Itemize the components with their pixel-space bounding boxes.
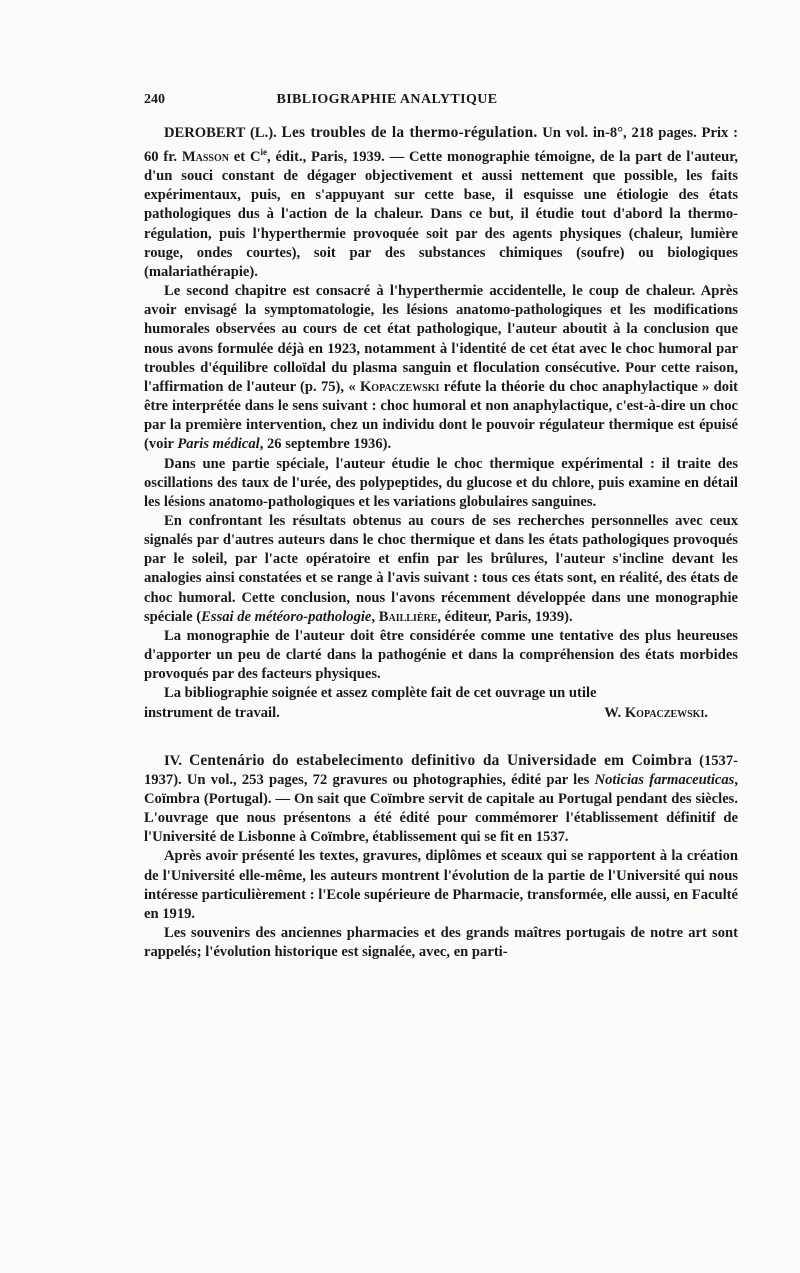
review-1-closing: instrument de travail. xyxy=(144,704,280,721)
review-1-paragraph-3: Dans une partie spéciale, l'auteur étudie le choc thermique expérimental : il traite des oscillations des taux de l'urée, des polypeptides, du glucose et du chlore, puis examine en détail les lésions anatomo-pathologiques et les variations globulaires sanguines. xyxy=(144,455,738,510)
review-1-biblio-sup: ie xyxy=(260,147,267,158)
review-1-publisher: Masson xyxy=(181,149,229,166)
review-2-paragraph-1 xyxy=(144,751,738,848)
review-1-book-title: Essai de météoro-pathologie xyxy=(201,608,372,625)
section-gap xyxy=(144,723,738,751)
review-1-biblio: Un vol. in-8°, 218 pages. Prix : 60 fr. xyxy=(144,125,738,166)
review-1-journal: Paris médical xyxy=(177,436,260,453)
review-1-p4-text-c: , éditeur, Paris, 1939). xyxy=(437,608,573,625)
review-2-paragraph-2: Après avoir présenté les textes, gravures, diplômes et sceaux qui se rapportent à la création de l'Université elle-même, les auteurs montrent l'évolution de la partie de l'Université qui nous intéresse particulièrement : l'Ecole supérieure de Pharmacie, transformée, elle aussi, en Faculté en 1919. xyxy=(144,848,738,922)
review-1-signature-line xyxy=(144,704,738,723)
review-1-p2-text-a: Le second chapitre est consacré à l'hyperthermie accidentelle, le coup de chaleur. Après avoir envisagé la symptomatologie, les lésions anatomo-pathologiques et les modifications humorales observées au cours de cet état pathologique, l'auteur aboutit à la conclusion que nous avons formulée déjà en 1923, notamment à l'identité de cet état avec le choc humoral par troubles d'équilibre colloïdal du plasma sanguin et floculation consécutive. Pour cette raison, l'affirmation de l'auteur (p. 75), « xyxy=(144,283,738,395)
review-1-p2-text-b: réfute la théorie du choc anaphylactique » doit être interprétée dans le sens suivant : choc humoral et non anaphylactique, c'est-à-dire un choc par la première intervention, chez un individu dont le pouvoir régulateur thermique est épuisé (voir xyxy=(144,378,738,453)
review-1-p4-text-b: , xyxy=(371,608,376,625)
review-1-signature: W. Kopaczewski. xyxy=(604,704,708,721)
review-1-paragraph-4 xyxy=(144,512,738,627)
review-1-paragraph-5: La monographie de l'auteur doit être considérée comme une tentative des plus heureuses d'apporter un peu de clarté dans la pathogénie et dans la compréhension des états morbides provoqués par des facteurs physiques. xyxy=(144,627,738,683)
review-1-p2-text-c: , 26 septembre 1936). xyxy=(259,436,392,453)
review-2-biblio-b: , Coïmbra (Portugal). — On sait que Coïmbre servit de capitale au Portugal pendant des siècles. L'ouvrage que nous présentons a été édité pour commémorer l'établissement définitif de l'Université de Lisbonne à Coïmbre, établissement qui se fit en 1537. xyxy=(144,771,738,846)
review-1-cited-name: Kopaczewski xyxy=(359,378,440,395)
page-header xyxy=(144,92,630,112)
body-text xyxy=(144,123,738,962)
review-1-author: DEROBERT (L.). xyxy=(164,125,277,141)
review-1-paragraph-6: La bibliographie soignée et assez complète fait de cet ouvrage un utile xyxy=(164,685,597,702)
review-1-paragraph-2 xyxy=(144,282,738,454)
review-1-p4-text-a: En confrontant les résultats obtenus au cours de ses recherches personnelles avec ceux signalés par d'autres auteurs dans le choc thermique et dans les états pathologiques provoqués par le soleil, par l'acte opératoire et enfin par les brûlures, l'auteur s'incline devant les analogies ainsi constatées et se range à l'avis suivant : tous ces états sont, en réalité, des états de choc humoral. Cette conclusion, nous l'avons récemment développée dans une monographie spéciale ( xyxy=(144,512,738,625)
review-1-title: Les troubles de la thermo-régulation. xyxy=(281,124,538,141)
review-1-biblio-c: , édit., Paris, 1939. — Cette monographie témoigne, de la part de l'auteur, d'un souci constant de dégager objectivement et aussi nettement que possible, les faits expérimentaux, puis, en s'appuyant sur cette base, il esquisse une étiologie des états pathologiques dus à l'action de la chaleur. Dans ce but, il étudie tout d'abord la thermo-régulation, puis l'hyperthermie provoquée soit par des agents physiques (chaleur, lumière rouge, ondes courtes), soit par des substances chimiques (soufre) ou biologiques (malariathérapie). xyxy=(144,149,738,280)
review-2-paragraph-3: Les souvenirs des anciennes pharmacies et des grands maîtres portugais de notre art sont rappelés; l'évolution historique est signalée, avec, en parti- xyxy=(144,925,738,961)
review-1-biblio-b: et C xyxy=(233,149,261,166)
review-2-biblio: (1537-1937). Un vol., 253 pages, 72 gravures ou photographies, édité par les xyxy=(144,752,738,788)
running-title: BIBLIOGRAPHIE ANALYTIQUE xyxy=(276,92,498,107)
review-1-book-publisher: Baillière xyxy=(378,608,438,625)
review-2-title: Centenário do estabelecimento definitivo da Universidade em Coimbra xyxy=(189,751,692,769)
page-number: 240 xyxy=(144,92,165,107)
review-2-journal: Noticias farmaceuticas xyxy=(594,771,735,788)
review-2-numeral: IV. xyxy=(164,752,182,769)
review-1-paragraph-1 xyxy=(144,123,738,282)
